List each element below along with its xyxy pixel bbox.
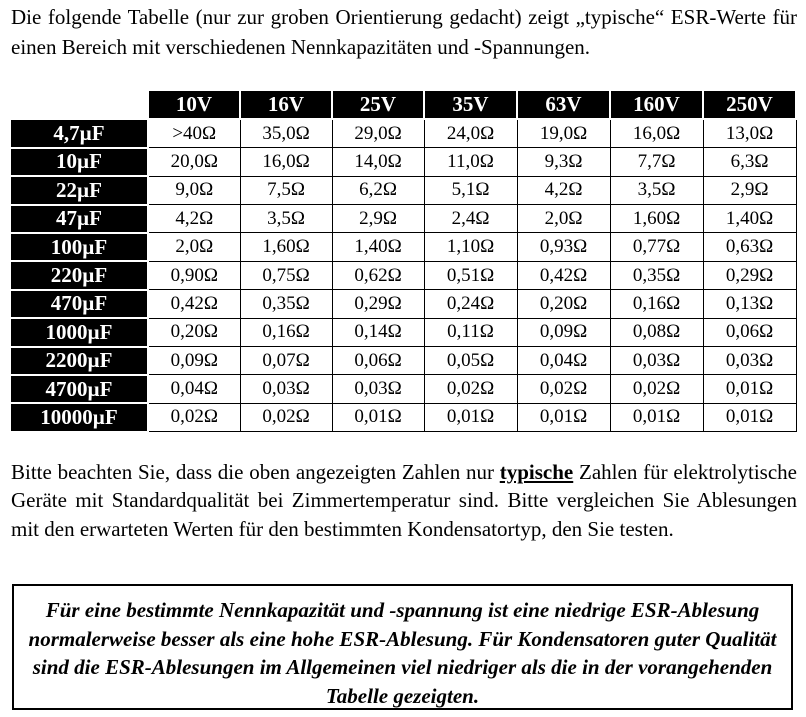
esr-value-cell: 0,93Ω: [517, 233, 610, 261]
capacitance-label: 47µF: [11, 205, 148, 233]
esr-value-cell: 0,16Ω: [240, 318, 332, 346]
capacitance-label: 100µF: [11, 233, 148, 261]
esr-value-cell: 4,2Ω: [517, 176, 610, 204]
capacitance-row: [11, 233, 796, 261]
voltage-header: 16V: [240, 91, 332, 119]
capacitance-label: 220µF: [11, 261, 148, 289]
esr-value-cell: 0,42Ω: [517, 261, 610, 289]
capacitance-row: [11, 375, 796, 403]
capacitance-row: [11, 176, 796, 204]
esr-value-cell: 0,01Ω: [424, 403, 517, 431]
esr-value-cell: 0,07Ω: [240, 347, 332, 375]
esr-value-cell: 1,60Ω: [610, 205, 703, 233]
capacitance-row: [11, 403, 796, 431]
capacitance-label: 10000µF: [11, 403, 148, 431]
voltage-header: 250V: [703, 91, 796, 119]
capacitance-row: [11, 205, 796, 233]
esr-value-cell: 0,06Ω: [332, 347, 424, 375]
esr-value-cell: 0,01Ω: [517, 403, 610, 431]
capacitance-row: [11, 148, 796, 176]
esr-value-cell: 0,02Ω: [610, 375, 703, 403]
esr-value-cell: 7,5Ω: [240, 176, 332, 204]
esr-value-cell: 13,0Ω: [703, 119, 796, 147]
esr-value-cell: 0,04Ω: [517, 347, 610, 375]
esr-value-cell: 11,0Ω: [424, 148, 517, 176]
esr-value-cell: 0,05Ω: [424, 347, 517, 375]
esr-value-cell: 0,16Ω: [610, 290, 703, 318]
esr-value-cell: 0,03Ω: [703, 347, 796, 375]
capacitance-label: 22µF: [11, 176, 148, 204]
esr-value-cell: 35,0Ω: [240, 119, 332, 147]
esr-value-cell: 2,0Ω: [517, 205, 610, 233]
esr-value-cell: 0,29Ω: [703, 261, 796, 289]
esr-value-cell: 0,02Ω: [517, 375, 610, 403]
esr-value-cell: 0,02Ω: [148, 403, 240, 431]
voltage-header-row: [11, 91, 796, 119]
esr-value-cell: 0,42Ω: [148, 290, 240, 318]
esr-value-cell: 0,90Ω: [148, 261, 240, 289]
esr-value-cell: 0,77Ω: [610, 233, 703, 261]
esr-value-cell: 6,3Ω: [703, 148, 796, 176]
note-text-after: Zahlen für elektrolytische Geräte mit Standardqualität bei Zimmertemperatur sind. Bitte vergleichen Sie Ablesungen mit den erwarteten Werten für den bestimmten Kondensatortyp, den Sie testen.: [11, 460, 797, 541]
esr-value-cell: 0,02Ω: [424, 375, 517, 403]
voltage-header: 35V: [424, 91, 517, 119]
esr-value-cell: 2,4Ω: [424, 205, 517, 233]
esr-value-cell: 0,01Ω: [332, 403, 424, 431]
esr-value-cell: 2,9Ω: [332, 205, 424, 233]
esr-value-cell: 2,0Ω: [148, 233, 240, 261]
esr-value-cell: 0,01Ω: [703, 375, 796, 403]
intro-paragraph: Die folgende Tabelle (nur zur groben Orientierung gedacht) zeigt „typische“ ESR-Werte für einen Bereich mit verschiedenen Nennkapazitäten und -Spannungen.: [11, 5, 797, 59]
capacitance-label: 4700µF: [11, 375, 148, 403]
esr-value-cell: 7,7Ω: [610, 148, 703, 176]
esr-value-cell: 9,0Ω: [148, 176, 240, 204]
capacitance-row: [11, 261, 796, 289]
esr-value-cell: 1,40Ω: [703, 205, 796, 233]
esr-value-cell: 0,01Ω: [610, 403, 703, 431]
capacitance-label: 10µF: [11, 148, 148, 176]
esr-value-cell: 1,60Ω: [240, 233, 332, 261]
note-paragraph: [11, 458, 797, 543]
voltage-header: 160V: [610, 91, 703, 119]
capacitance-label: 1000µF: [11, 318, 148, 346]
esr-value-cell: 14,0Ω: [332, 148, 424, 176]
voltage-header: 63V: [517, 91, 610, 119]
esr-value-cell: 0,08Ω: [610, 318, 703, 346]
esr-value-cell: 0,20Ω: [148, 318, 240, 346]
esr-value-cell: 0,63Ω: [703, 233, 796, 261]
esr-value-cell: 20,0Ω: [148, 148, 240, 176]
capacitance-row: [11, 119, 796, 147]
esr-value-cell: 0,62Ω: [332, 261, 424, 289]
esr-value-cell: 16,0Ω: [240, 148, 332, 176]
esr-value-cell: 0,29Ω: [332, 290, 424, 318]
corner-cell: [11, 91, 148, 119]
esr-value-cell: 0,35Ω: [240, 290, 332, 318]
voltage-header: 25V: [332, 91, 424, 119]
capacitance-row: [11, 318, 796, 346]
esr-value-cell: 0,35Ω: [610, 261, 703, 289]
esr-value-cell: 0,20Ω: [517, 290, 610, 318]
esr-value-cell: 3,5Ω: [240, 205, 332, 233]
esr-value-cell: 0,02Ω: [240, 403, 332, 431]
boxed-note: Für eine bestimmte Nennkapazität und -spannung ist eine niedrige ESR-Ablesung normalerweise besser als eine hohe ESR-Ablesung. Für Kondensatoren guter Qualität sind die ESR-Ablesungen im Allgemeinen viel niedriger als die in der vorangehenden Tabelle gezeigten.: [12, 584, 793, 710]
esr-value-cell: 0,13Ω: [703, 290, 796, 318]
esr-value-cell: 4,2Ω: [148, 205, 240, 233]
esr-value-cell: 0,03Ω: [610, 347, 703, 375]
esr-table: [11, 91, 797, 433]
esr-value-cell: 0,04Ω: [148, 375, 240, 403]
esr-value-cell: 0,14Ω: [332, 318, 424, 346]
esr-value-cell: 0,01Ω: [703, 403, 796, 431]
esr-value-cell: 6,2Ω: [332, 176, 424, 204]
esr-value-cell: 2,9Ω: [703, 176, 796, 204]
capacitance-label: 4,7µF: [11, 119, 148, 147]
esr-value-cell: 0,03Ω: [332, 375, 424, 403]
esr-value-cell: 5,1Ω: [424, 176, 517, 204]
esr-value-cell: 0,06Ω: [703, 318, 796, 346]
esr-value-cell: 0,09Ω: [148, 347, 240, 375]
esr-value-cell: 19,0Ω: [517, 119, 610, 147]
esr-value-cell: 9,3Ω: [517, 148, 610, 176]
esr-value-cell: 16,0Ω: [610, 119, 703, 147]
esr-value-cell: 0,09Ω: [517, 318, 610, 346]
esr-value-cell: 0,24Ω: [424, 290, 517, 318]
esr-value-cell: 0,11Ω: [424, 318, 517, 346]
note-text-before: Bitte beachten Sie, dass die oben angezeigten Zahlen nur: [11, 460, 500, 484]
capacitance-label: 2200µF: [11, 347, 148, 375]
esr-value-cell: 0,75Ω: [240, 261, 332, 289]
note-emphasis: typische: [499, 460, 574, 484]
esr-value-cell: 29,0Ω: [332, 119, 424, 147]
capacitance-label: 470µF: [11, 290, 148, 318]
capacitance-row: [11, 290, 796, 318]
voltage-header: 10V: [148, 91, 240, 119]
capacitance-row: [11, 347, 796, 375]
esr-value-cell: 24,0Ω: [424, 119, 517, 147]
esr-value-cell: 1,40Ω: [332, 233, 424, 261]
esr-value-cell: >40Ω: [148, 119, 240, 147]
esr-value-cell: 0,03Ω: [240, 375, 332, 403]
esr-value-cell: 3,5Ω: [610, 176, 703, 204]
esr-value-cell: 1,10Ω: [424, 233, 517, 261]
esr-value-cell: 0,51Ω: [424, 261, 517, 289]
